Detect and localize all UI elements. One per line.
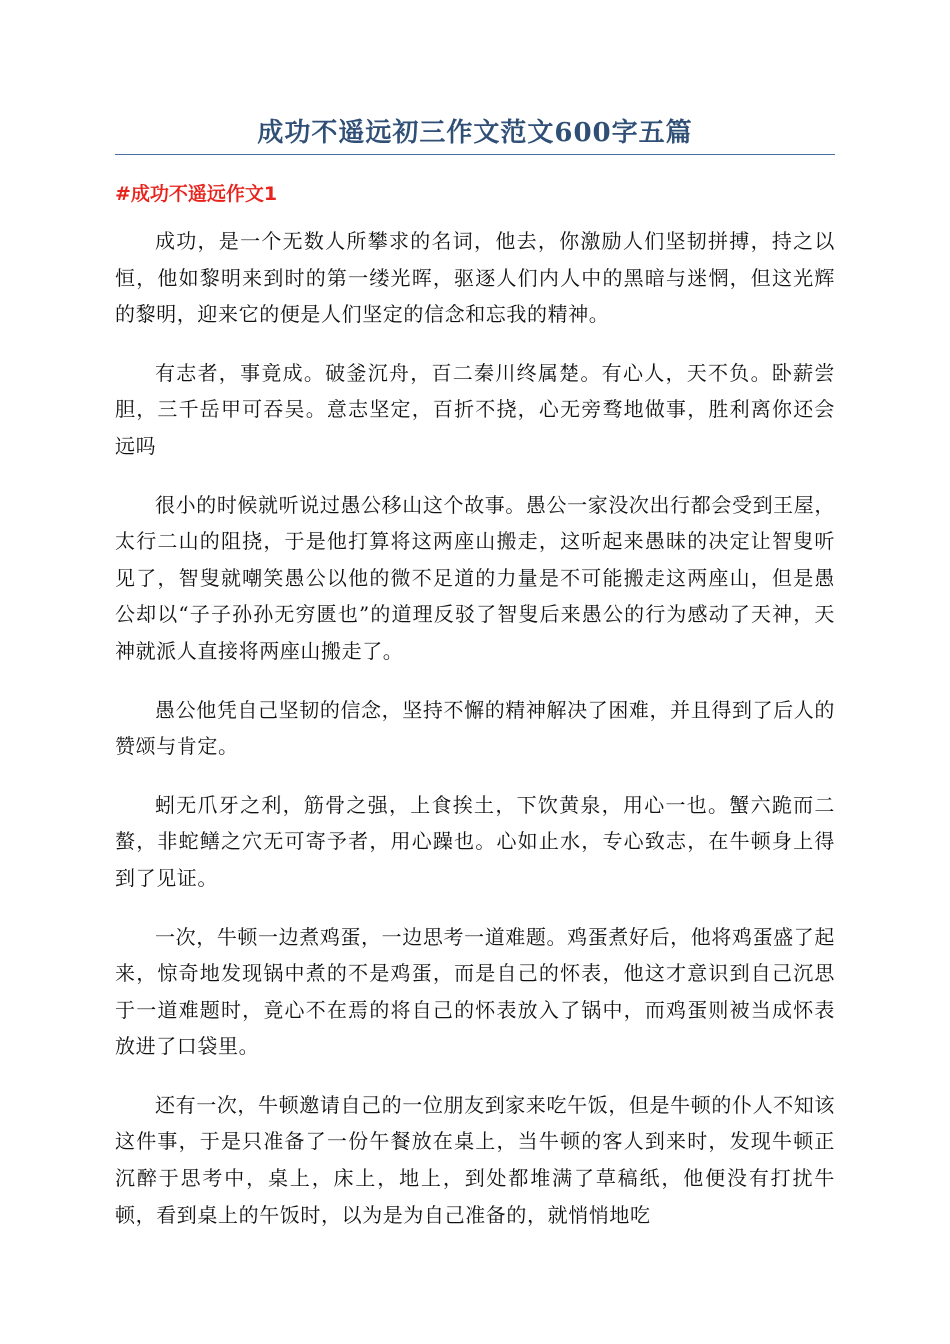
title-underline (115, 154, 835, 155)
paragraph: 一次，牛顿一边煮鸡蛋，一边思考一道难题。鸡蛋煮好后，他将鸡蛋盛了起来，惊奇地发现锅中煮的不是鸡蛋，而是自己的怀表，他这才意识到自己沉思于一道难题时，竟心不在焉的将自己的怀表放入了锅中，而鸡蛋则被当成怀表放进了口袋里。 (115, 924, 835, 1059)
essay-body (115, 223, 835, 1255)
paragraph: 还有一次，牛顿邀请自己的一位朋友到家来吃午饭，但是牛顿的仆人不知该这件事，于是只准备了一份午餐放在桌上，当牛顿的客人到来时，发现牛顿正沉醉于思考中，桌上，床上，地上，到处都堆满了草稿纸，他便没有打扰牛顿，看到桌上的午饭时，以为是为自己准备的，就悄悄地吃 (115, 1092, 835, 1227)
paragraph: 成功，是一个无数人所攀求的名词，他去，你激励人们坚韧拼搏，持之以恒，他如黎明来到时的第一缕光晖，驱逐人们内人中的黑暗与迷惘，但这光辉的黎明，迎来它的便是人们坚定的信念和忘我的精神。 (115, 229, 835, 327)
section-heading: #成功不遥远作文1 (115, 183, 278, 205)
paragraph: 很小的时候就听说过愚公移山这个故事。愚公一家没次出行都会受到王屋，太行二山的阻挠，于是他打算将这两座山搬走，这听起来愚昧的决定让智叟听见了，智叟就嘲笑愚公以他的微不足道的力量是不可能搬走这两座山，但是愚公却以“子子孙孙无穷匮也”的道理反驳了智叟后来愚公的行为感动了天神，天神就派人直接将两座山搬走了。 (115, 492, 835, 663)
paragraph: 愚公他凭自己坚韧的信念，坚持不懈的精神解决了困难，并且得到了后人的赞颂与肯定。 (115, 697, 835, 759)
document-title: 成功不遥远初三作文范文600字五篇 (257, 118, 693, 148)
paragraph: 有志者，事竟成。破釜沉舟，百二秦川终属楚。有心人，天不负。卧薪尝胆，三千岳甲可吞吴。意志坚定，百折不挠，心无旁骛地做事，胜利离你还会远吗 (115, 360, 835, 458)
paragraph: 蚓无爪牙之利，筋骨之强，上食挨土，下饮黄泉，用心一也。蟹六跪而二螯，非蛇鳝之穴无可寄予者，用心躁也。心如止水，专心致志，在牛顿身上得到了见证。 (115, 792, 835, 890)
